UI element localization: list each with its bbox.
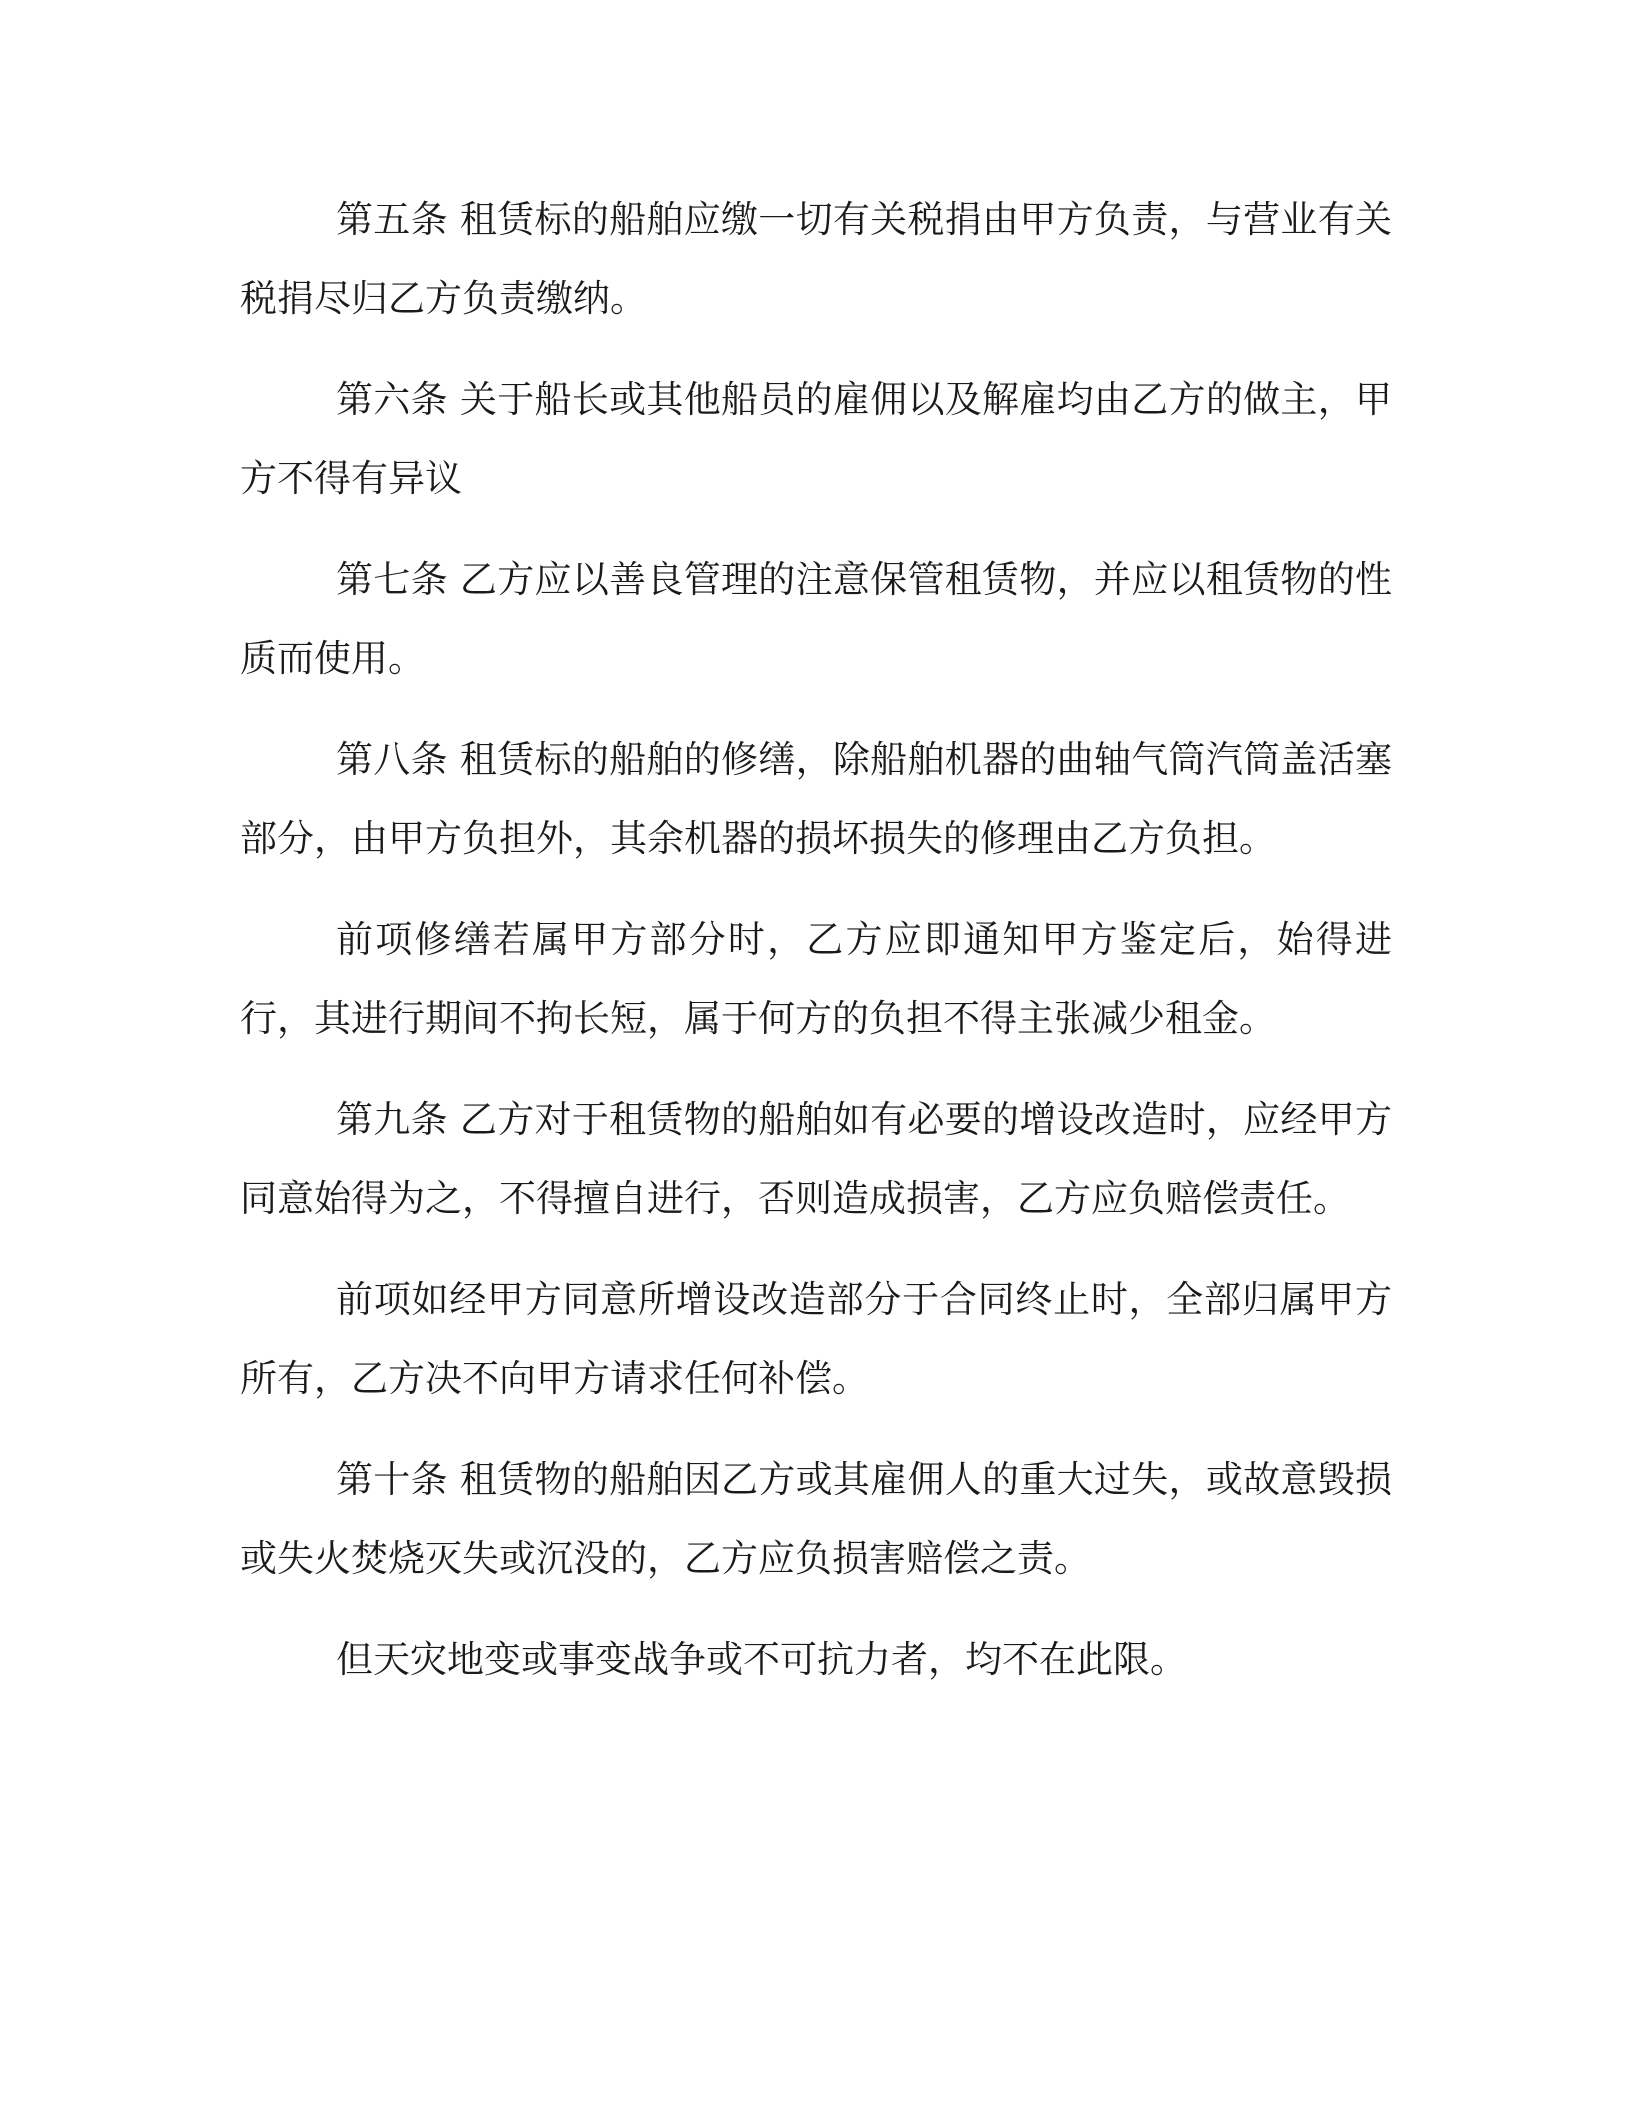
- clause-9: 第九条 乙方对于租赁物的船舶如有必要的增设改造时，应经甲方同意始得为之，不得擅自进行，否则造成损害，乙方应负赔偿责任。: [240, 1098, 1392, 1220]
- clause-8: 第八条 租赁标的船舶的修缮，除船舶机器的曲轴气筒汽筒盖活塞部分，由甲方负担外，其余机器的损坏损失的修理由乙方负担。: [240, 738, 1392, 860]
- clause-6: 第六条 关于船长或其他船员的雇佣以及解雇均由乙方的做主，甲方不得有异议: [240, 378, 1392, 500]
- contract-body: [240, 180, 1392, 1721]
- clause-10: 第十条 租赁物的船舶因乙方或其雇佣人的重大过失，或故意毁损或失火焚烧灭失或沉没的，乙方应负损害赔偿之责。: [240, 1458, 1392, 1580]
- clause-10-exception: 但天灾地变或事变战争或不可抗力者，均不在此限。: [336, 1638, 1187, 1681]
- clause-8-supplement: 前项修缮若属甲方部分时，乙方应即通知甲方鉴定后，始得进行，其进行期间不拘长短，属于何方的负担不得主张减少租金。: [240, 918, 1392, 1040]
- clause-7: 第七条 乙方应以善良管理的注意保管租赁物，并应以租赁物的性质而使用。: [240, 558, 1392, 680]
- clause-5: 第五条 租赁标的船舶应缴一切有关税捐由甲方负责，与营业有关税捐尽归乙方负责缴纳。: [240, 198, 1392, 320]
- clause-9-supplement: 前项如经甲方同意所增设改造部分于合同终止时，全部归属甲方所有，乙方决不向甲方请求任何补偿。: [240, 1278, 1392, 1400]
